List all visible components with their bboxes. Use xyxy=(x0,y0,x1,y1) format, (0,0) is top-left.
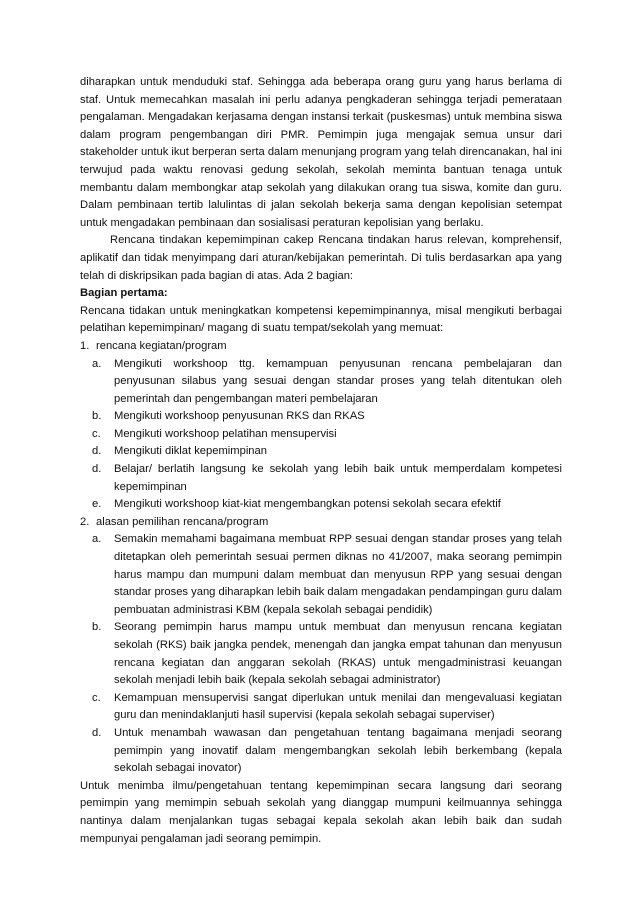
item-letter: d. xyxy=(92,445,102,458)
item-text: Kemampuan mensupervisi sangat diperlukan untuk menilai dan mengevaluasi kegiatan guru dan menindaklanjuti hasil supervisi (kepala sekolah sebagai superviser) xyxy=(114,691,562,722)
item-text: Mengikuti workshoop pelatihan mensupervisi xyxy=(114,427,337,440)
item-text: Belajar/ berlatih langsung ke sekolah yang lebih baik untuk memperdalam kompetesi kepemimpinan xyxy=(114,463,562,493)
item-text: Mengikuti workshoop ttg. kemampuan penyusunan rencana pembelajaran dan penyusunan silabus yang sesuai dengan standar proses yang telah ditentukan oleh pemerintah dan pengembangan materi pembelajaran xyxy=(114,357,562,405)
list-item xyxy=(80,496,562,514)
list-heading-2 xyxy=(80,514,562,532)
list-number: 2. xyxy=(80,515,90,528)
item-letter: c. xyxy=(92,691,101,704)
item-letter: a. xyxy=(92,357,102,370)
paragraph-bagian-pertama: Rencana tidakan untuk meningkatkan kompetensi kepemimpinannya, misal mengikuti berbagai pelatihan kepemimpinan/ magang di suatu tempat/sekolah yang memuat: xyxy=(80,304,562,335)
list-heading-1 xyxy=(80,338,562,356)
paragraph-closing: Untuk menimba ilmu/pengetahuan tentang kepemimpinan secara langsung dari seorang pemimpin yang memimpin sebuah sekolah yang dianggap mumpuni keilmuannya sehingga nantinya dalam menjalankan tugas sebagai kepala sekolah akan lebih baik dan sudah mempunyai pengalaman jadi seorang pemimpin. xyxy=(80,779,562,845)
list-item xyxy=(80,461,562,496)
document-body xyxy=(80,74,562,848)
list-item xyxy=(80,356,562,409)
list-title: rencana kegiatan/program xyxy=(96,339,227,352)
item-letter: c. xyxy=(92,427,101,440)
item-letter: b. xyxy=(92,410,102,423)
item-letter: d. xyxy=(92,726,102,739)
list-item xyxy=(80,725,562,778)
list-item xyxy=(80,426,562,444)
item-text: Untuk menambah wawasan dan pengetahuan tentang bagaimana menjadi seorang pemimpin yang inovatif dalam mengembangkan sekolah lebih berkembang (kepala sekolah sebagai inovator) xyxy=(114,726,562,775)
list-item xyxy=(80,690,562,725)
list-number: 1. xyxy=(80,339,90,352)
item-text: Mengikuti workshoop penyusunan RKS dan RKAS xyxy=(114,410,365,423)
item-letter: b. xyxy=(92,621,102,634)
item-text: Semakin memahami bagaimana membuat RPP sesuai dengan standar proses yang telah ditetapkan oleh pemerintah sesuai permen diknas no 41/2007, maka seorang pemimpin harus mampu dan mumpuni dalam membuat dan menyusun RPP yang sesuai dengan standar proses yang diharapkan lebih baik dalam mengadakan pendampingan guru dalam pembuatan administrasi KBM (kepala sekolah sebagai pendidik) xyxy=(114,533,562,616)
paragraph-intro: diharapkan untuk menduduki staf. Sehingga ada beberapa orang guru yang harus berlama di staf. Untuk memecahkan masalah ini perlu adanya pengkaderan sehingga terjadi pemerataan pengalaman. Mengadakan kerjasama dengan instansi terkait (puskesmas) untuk membina siswa dalam program pengembangan diri PMR. Pemimpin juga mengajak semua unsur dari stakeholder untuk ikut berperan serta dalam menunjang program yang telah direncanakan, hal ini terwujud pada waktu renovasi gedung sekolah, sekolah meminta bantuan tenaga untuk membantu dalam membongkar atap sekolah yang dilakukan orang tua siswa, komite dan guru. Dalam pembinaan tertib lalulintas di jalan sekolah bekerja sama dengan kepolisian setempat untuk mengadakan pembinaan dan sosialisasi peraturan kepolisian yang berlaku. xyxy=(80,76,562,229)
list-title: alasan pemilihan rencana/program xyxy=(96,515,269,528)
paragraph-rencana: Rencana tindakan kepemimpinan cakep Rencana tindakan harus relevan, komprehensif, aplikatif dan tidak menyimpang dari aturan/kebijakan pemerintah. Di tulis berdasarkan apa yang telah di diskripsikan pada bagian di atas. Ada 2 bagian: xyxy=(80,234,562,282)
list-item xyxy=(80,619,562,689)
item-text: Seorang pemimpin harus mampu untuk membuat dan menyusun rencana kegiatan sekolah (RKS) baik jangka pendek, menengah dan jangka empat tahunan dan menyusun rencana kegiatan dan anggaran sekolah (RKAS) untuk mengadministrasi keuangan sekolah menjadi lebih baik (kepala sekolah sebagai administrator) xyxy=(114,621,562,687)
section-heading: Bagian pertama: xyxy=(80,287,168,300)
item-letter: e. xyxy=(92,498,102,511)
list-item xyxy=(80,531,562,619)
list-item xyxy=(80,408,562,426)
list-item xyxy=(80,443,562,461)
item-letter: d. xyxy=(92,463,102,476)
item-letter: a. xyxy=(92,533,102,546)
item-text: Mengikuti diklat kepemimpinan xyxy=(114,445,267,458)
item-text: Mengikuti workshoop kiat-kiat mengembangkan potensi sekolah secara efektif xyxy=(114,498,501,511)
